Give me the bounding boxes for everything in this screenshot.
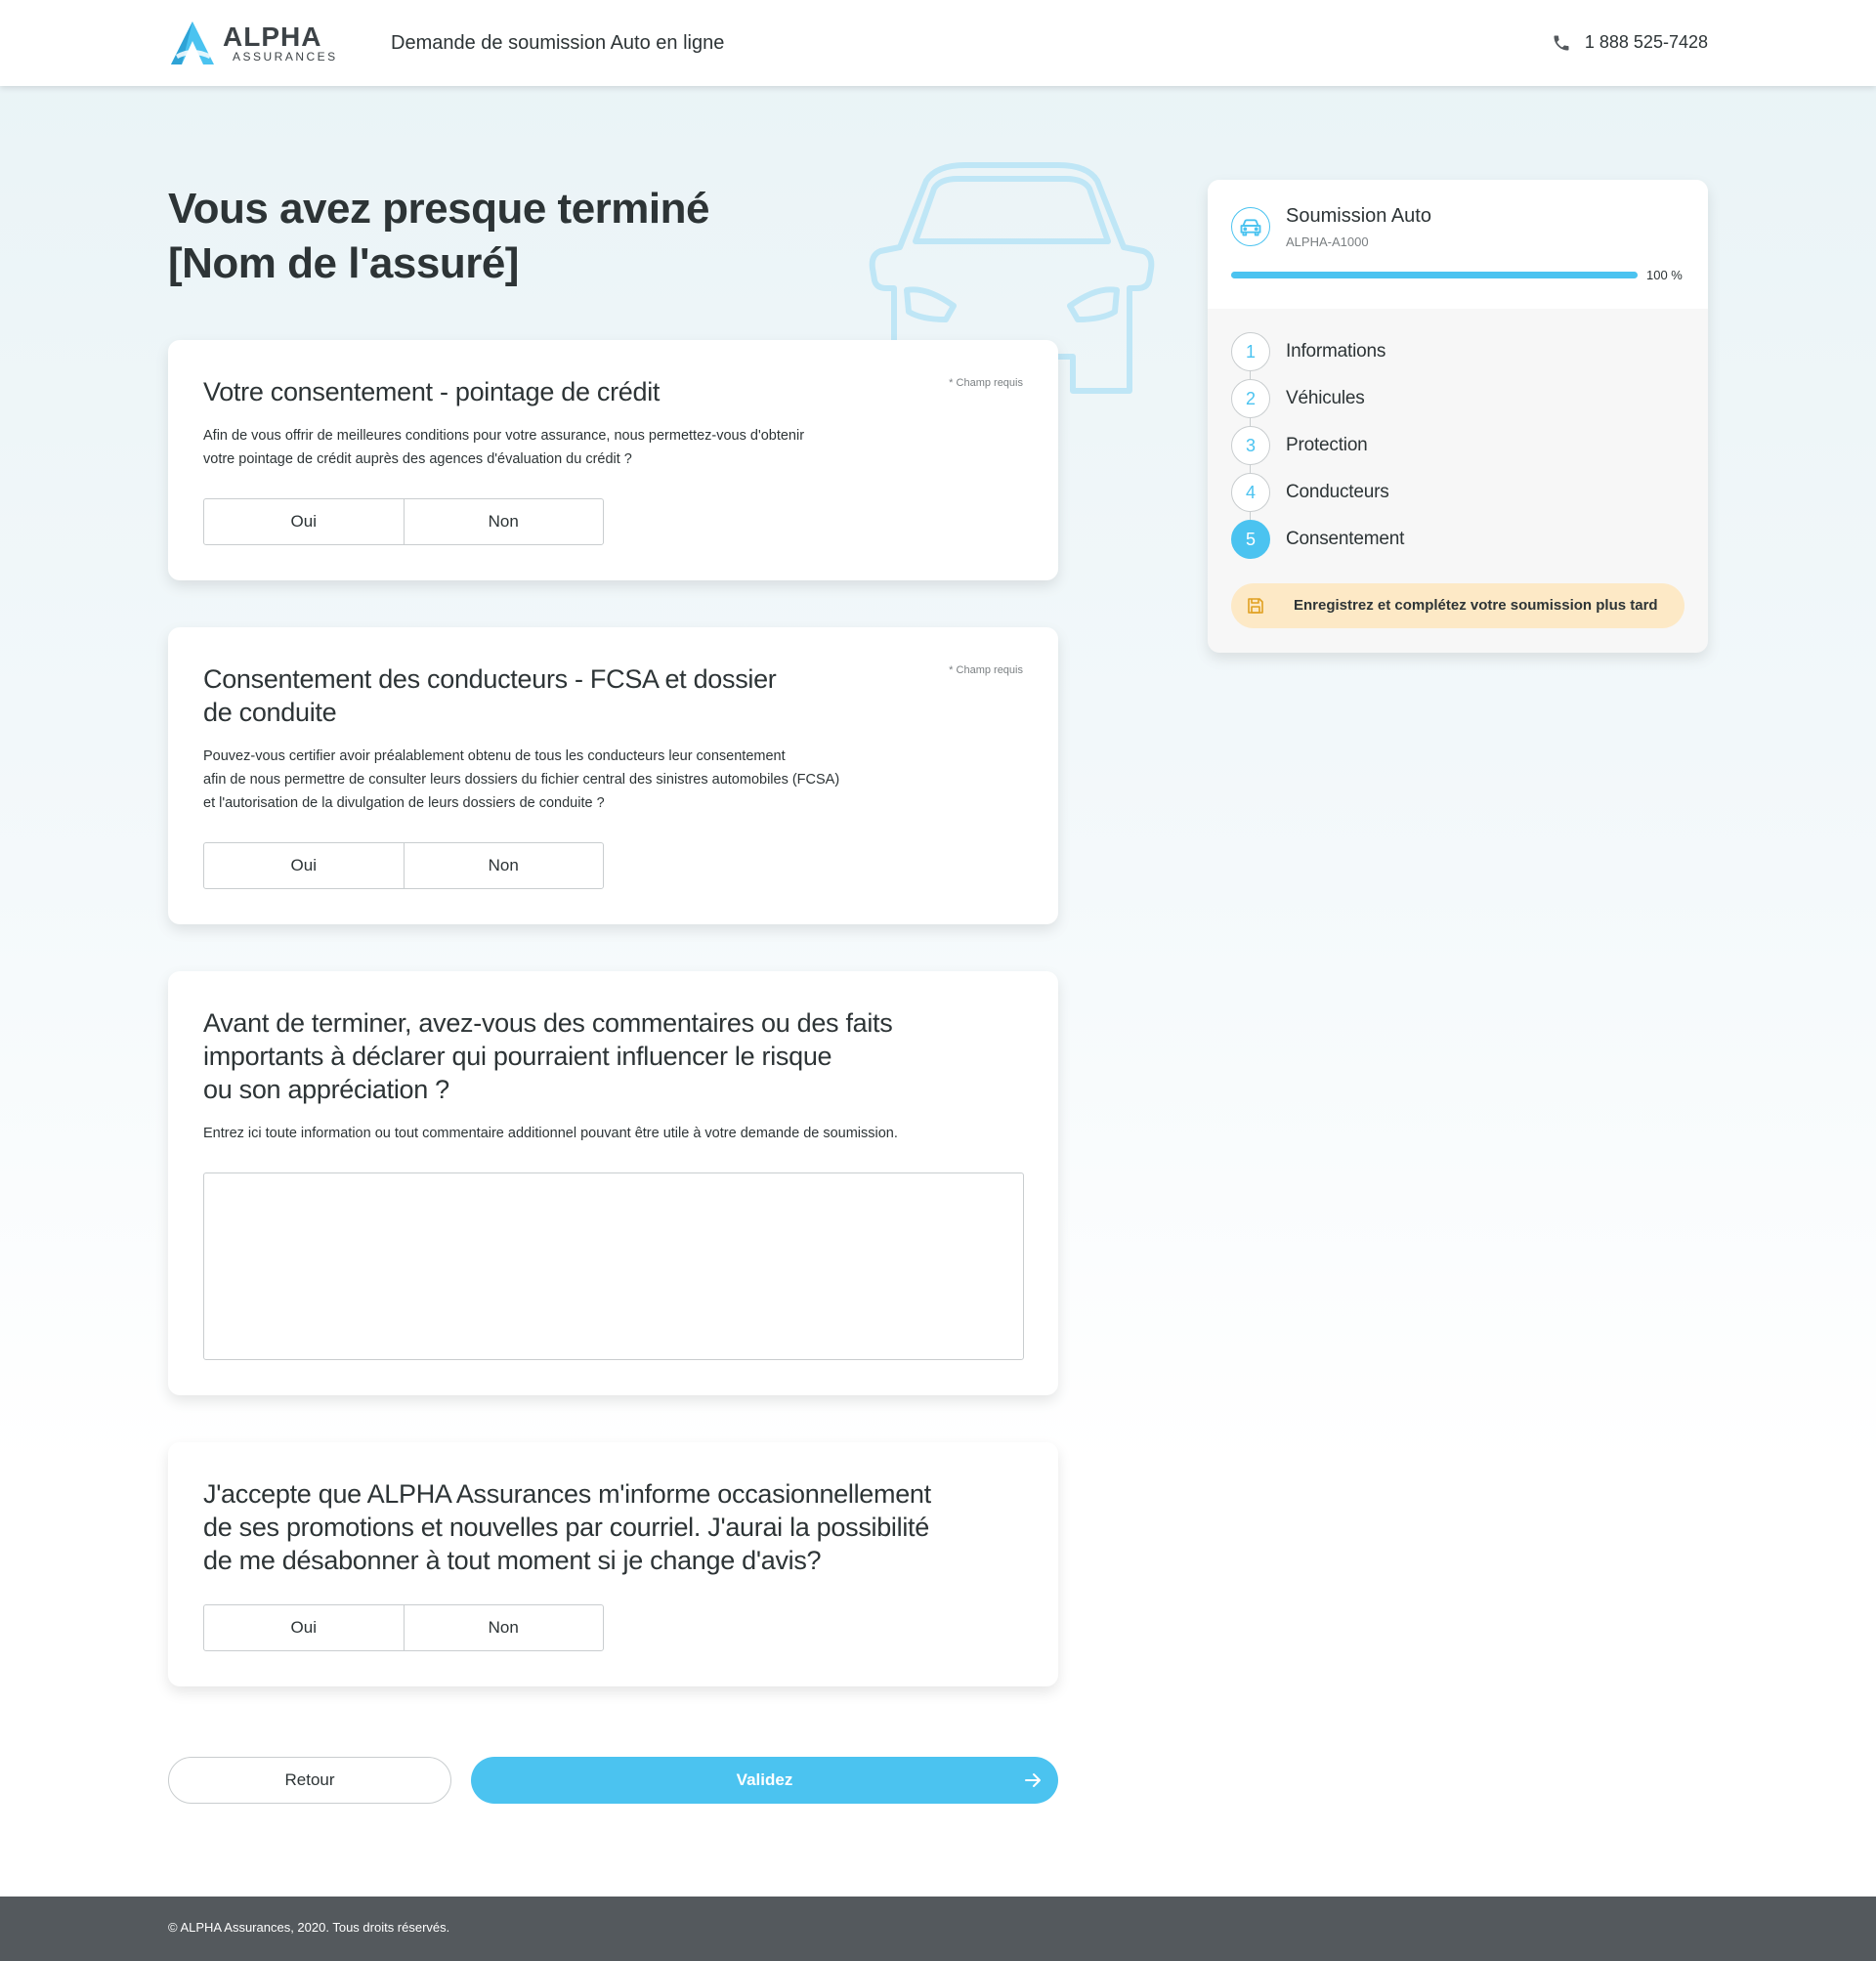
step-label: Conducteurs xyxy=(1286,482,1389,502)
step-conducteurs[interactable] xyxy=(1231,473,1622,512)
comments-card xyxy=(168,971,1058,1395)
step-number: 5 xyxy=(1231,520,1270,559)
comments-description: Entrez ici toute information ou tout commentaire additionnel pouvant être utile à votre demande de soumission. xyxy=(203,1126,898,1141)
credit-consent-toggle xyxy=(203,498,604,545)
newsletter-no-button[interactable]: Non xyxy=(404,1605,604,1650)
page-title-line2: [Nom de l'assuré] xyxy=(168,239,519,287)
credit-consent-description xyxy=(203,424,804,471)
step-consentement[interactable] xyxy=(1231,520,1622,559)
drivers-no-button[interactable]: Non xyxy=(404,843,604,888)
newsletter-title-line3: de me désabonner à tout moment si je change d'avis? xyxy=(203,1546,822,1575)
step-label: Véhicules xyxy=(1286,388,1365,408)
header-phone[interactable] xyxy=(1552,32,1708,53)
credit-desc-line1: Afin de vous offrir de meilleures conditions pour votre assurance, nous permettez-vous d'obtenir xyxy=(203,428,805,444)
alpha-logo-icon xyxy=(168,20,217,66)
step-number: 1 xyxy=(1231,332,1270,371)
required-note: * Champ requis xyxy=(949,664,1023,676)
required-note: * Champ requis xyxy=(949,377,1023,389)
drivers-consent-card xyxy=(168,627,1058,924)
newsletter-toggle xyxy=(203,1604,604,1651)
drivers-yes-button[interactable]: Oui xyxy=(290,856,317,874)
drivers-consent-description xyxy=(203,745,839,815)
drivers-desc-line1: Pouvez-vous certifier avoir préalablement obtenu de tous les conducteurs leur consentement xyxy=(203,748,786,764)
credit-consent-title: Votre consentement - pointage de crédit xyxy=(203,377,661,406)
credit-yes-button[interactable]: Oui xyxy=(290,512,317,531)
page-title xyxy=(168,182,709,291)
credit-consent-card xyxy=(168,340,1058,580)
save-later-label: Enregistrez et complétez votre soumission plus tard xyxy=(1294,597,1658,614)
comments-title-line3: ou son appréciation ? xyxy=(203,1075,449,1104)
site-footer xyxy=(0,1897,1876,1961)
phone-number: 1 888 525-7428 xyxy=(1584,32,1708,52)
drivers-consent-toggle xyxy=(203,842,604,889)
back-button[interactable]: Retour xyxy=(168,1757,451,1804)
step-label: Consentement xyxy=(1286,529,1405,549)
newsletter-title xyxy=(203,1477,931,1577)
credit-desc-line2: votre pointage de crédit auprès des agences d'évaluation du crédit ? xyxy=(203,451,632,467)
drivers-desc-line2: afin de nous permettre de consulter leurs dossiers du fichier central des sinistres automobiles (FCSA) xyxy=(203,772,840,788)
footer-copyright: © ALPHA Assurances, 2020. Tous droits réservés. xyxy=(168,1920,450,1935)
comments-textarea[interactable] xyxy=(203,1172,1024,1360)
submit-button[interactable] xyxy=(471,1757,1058,1804)
progress-label: 100 % xyxy=(1646,268,1683,282)
credit-no-button[interactable]: Non xyxy=(404,499,604,544)
drivers-title-line1: Consentement des conducteurs - FCSA et dossier xyxy=(203,664,777,694)
comments-title-line2: importants à déclarer qui pourraient influencer le risque xyxy=(203,1042,832,1071)
page-title-line1: Vous avez presque terminé xyxy=(168,185,709,233)
quote-summary-header xyxy=(1208,180,1708,309)
logo-word: ALPHA xyxy=(223,21,322,52)
drivers-title-line2: de conduite xyxy=(203,698,337,727)
drivers-consent-title xyxy=(203,662,777,729)
submit-label: Validez xyxy=(736,1770,793,1789)
drivers-desc-line3: et l'autorisation de la divulgation de leurs dossiers de conduite ? xyxy=(203,795,605,811)
quote-title: Soumission Auto xyxy=(1286,205,1431,227)
step-informations[interactable] xyxy=(1231,332,1622,371)
newsletter-consent-card xyxy=(168,1442,1058,1686)
step-label: Protection xyxy=(1286,435,1368,455)
comments-title xyxy=(203,1006,892,1106)
newsletter-title-line2: de ses promotions et nouvelles par courriel. J'aurai la possibilité xyxy=(203,1513,929,1542)
step-number: 3 xyxy=(1231,426,1270,465)
step-label: Informations xyxy=(1286,341,1386,362)
progress-fill xyxy=(1231,272,1638,278)
car-icon xyxy=(1231,207,1270,246)
step-number: 4 xyxy=(1231,473,1270,512)
logo-sub: ASSURANCES xyxy=(233,50,338,64)
quote-reference: ALPHA-A1000 xyxy=(1286,234,1369,249)
progress-bar xyxy=(1231,272,1638,278)
comments-title-line1: Avant de terminer, avez-vous des commentaires ou des faits xyxy=(203,1008,893,1038)
site-header xyxy=(0,0,1876,86)
quote-summary-panel xyxy=(1208,180,1708,653)
alpha-logo[interactable] xyxy=(168,20,339,66)
step-vehicules[interactable] xyxy=(1231,379,1622,418)
arrow-right-icon xyxy=(1023,1770,1043,1790)
newsletter-yes-button[interactable]: Oui xyxy=(290,1618,317,1637)
phone-icon xyxy=(1552,33,1571,53)
save-icon xyxy=(1247,597,1264,615)
header-title: Demande de soumission Auto en ligne xyxy=(391,32,725,54)
newsletter-title-line1: J'accepte que ALPHA Assurances m'informe occasionnellement xyxy=(203,1479,931,1509)
step-protection[interactable] xyxy=(1231,426,1622,465)
save-later-button[interactable] xyxy=(1231,583,1684,628)
step-number: 2 xyxy=(1231,379,1270,418)
